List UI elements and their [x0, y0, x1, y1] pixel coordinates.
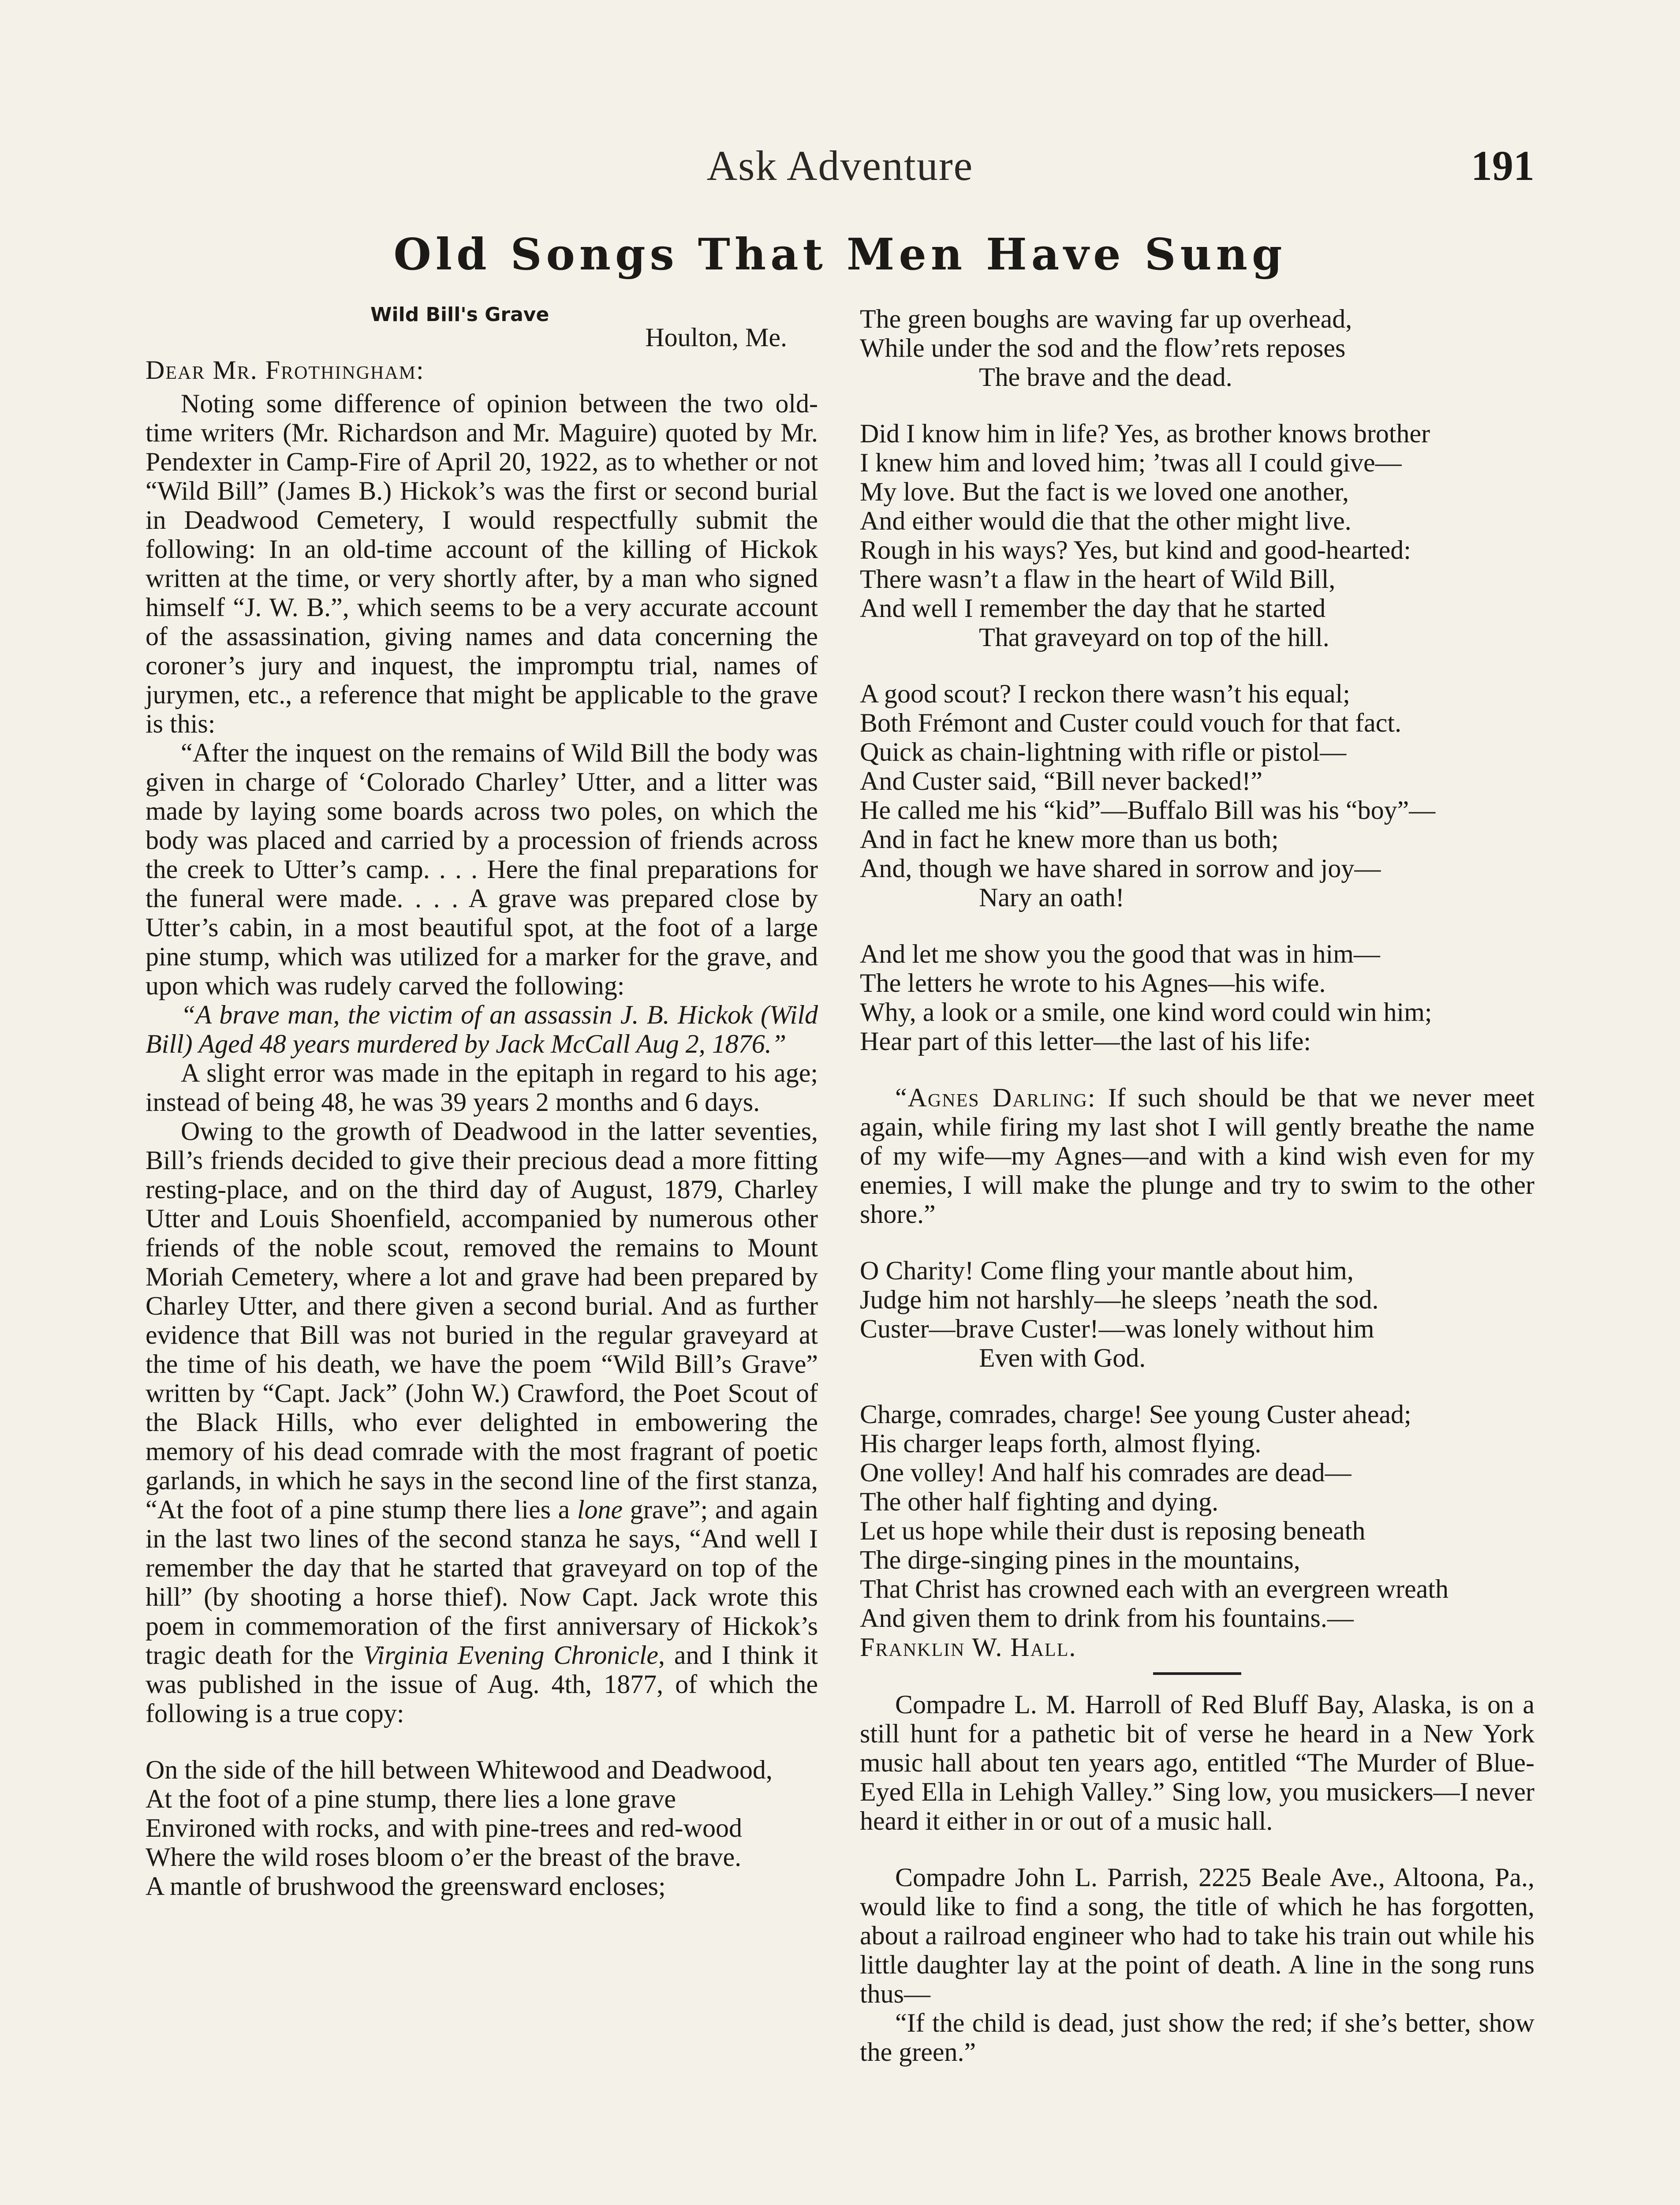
poem-line: O Charity! Come fling your mantle about him, [860, 1256, 1354, 1285]
poem-line: Rough in his ways? Yes, but kind and good-hearted: [860, 535, 1411, 564]
signature: Franklin W. Hall. [860, 1633, 1077, 1662]
poem-line: The other half fighting and dying. [860, 1487, 1219, 1516]
poem-refrain: Nary an oath! [979, 883, 1124, 912]
letter-paragraph-1: Noting some difference of opinion between the two old-time writers (Mr. Richardson and Mr. Maguire) quoted by Mr. Pendexter in Camp-Fire of April 20, 1922, as to whether or not “Wild Bill” (James B.) Hickok’s was the first or second burial in Deadwood Cemetery, I would respectfully submit the following: In an old-time account of the killing of Hickok written at the time, or very shortly after, by a man who signed himself “J. W. B.”, which seems to be a very accurate account of the assassination, giving names and data concerning the coroner’s jury and inquest, the impromptu trial, names of jurymen, etc., a reference that might be applicable to the grave is this: [146, 389, 818, 739]
poem-line: Charge, comrades, charge! See young Custer ahead; [860, 1400, 1411, 1429]
poem-line: And in fact he knew more than us both; [860, 825, 1279, 854]
poem-stanza-3 [860, 679, 1534, 912]
poem-line: He called me his “kid”—Buffalo Bill was his “boy”— [860, 796, 1436, 825]
poem-line: Did I know him in life? Yes, as brother knows brother [860, 419, 1430, 448]
poem-line: Environed with rocks, and with pine-trees and red-wood [146, 1813, 742, 1843]
letter-subhead: Wild Bill's Grave [370, 303, 549, 326]
poem-line: My love. But the fact is we loved one another, [860, 477, 1349, 506]
poem-line: That Christ has crowned each with an evergreen wreath [860, 1574, 1449, 1603]
poem-line: The green boughs are waving far up overhead, [860, 304, 1352, 333]
poem-line: And given them to drink from his fountains.— [860, 1603, 1354, 1633]
poem-line: And, though we have shared in sorrow and joy— [860, 854, 1381, 883]
poem-line: And either would die that the other might live. [860, 506, 1351, 535]
agnes-letter-salutation: “Agnes Darling: [895, 1083, 1096, 1112]
poem-line: There wasn’t a flaw in the heart of Wild Bill, [860, 564, 1336, 594]
poem-line: I knew him and loved him; ’twas all I could give— [860, 448, 1402, 477]
poem-line: Judge him not harshly—he sleeps ’neath the sod. [860, 1285, 1379, 1314]
poem-stanza-2 [860, 419, 1534, 652]
poem-line: And well I remember the day that he started [860, 594, 1326, 623]
poem-line: At the foot of a pine stump, there lies a lone grave [146, 1784, 676, 1814]
poem-line: And let me show you the good that was in him— [860, 939, 1380, 968]
agnes-letter-body: If such should be that we never meet again, while firing my last shot I will gently breathe the name of my wife—my Agnes—and with a kind wish even for my enemies, I will make the plunge and try to swim to the other shore.” [860, 1083, 1534, 1229]
article-title: Old Songs That Men Have Sung [393, 229, 1287, 280]
poem-stanza-4 [860, 939, 1534, 1056]
left-column [146, 304, 818, 1901]
p4-part-c: , and I think it was published in the issue of Aug. 4th, 1877, of which the following is a true copy: [146, 1641, 818, 1728]
poem-line: The dirge-singing pines in the mountains, [860, 1545, 1300, 1574]
poem-line: His charger leaps forth, almost flying. [860, 1429, 1262, 1458]
poem-line: A good scout? I reckon there wasn’t his equal; [860, 679, 1350, 708]
right-column [860, 304, 1534, 2067]
p4-part-a: Owing to the growth of Deadwood in the latter seventies, Bill’s friends decided to give their precious dead a more fitting resting-place, and on the third day of August, 1879, Charley Utter and Louis Shoenfield, accompanied by numerous other friends of the noble scout, removed the remains to Mount Moriah Cemetery, where a lot and grave had been prepared by Charley Utter, and there given a second burial. And as further evidence that Bill was not buried in the regular graveyard at the time of his death, we have the poem “Wild Bill’s Grave” written by “Capt. Jack” (John W.) Crawford, the Poet Scout of the Black Hills, who ever delighted in embowering the memory of his dead comrade with the most fragrant of poetic garlands, in which he says in the second line of the first stanza, “At the foot of a pine stump there lies a [146, 1117, 818, 1525]
poem-refrain: The brave and the dead. [979, 363, 1232, 392]
poem-line: One volley! And half his comrades are dead— [860, 1458, 1351, 1487]
poem-refrain: That graveyard on top of the hill. [979, 623, 1329, 652]
poem-stanza-5 [860, 1256, 1534, 1372]
epitaph [146, 1000, 818, 1058]
section-divider [1153, 1672, 1241, 1675]
poem-stanza-6 [860, 1400, 1534, 1662]
poem-line: Let us hope while their dust is reposing beneath [860, 1516, 1366, 1545]
note-harroll: Compadre L. M. Harroll of Red Bluff Bay, Alaska, is on a still hunt for a pathetic bit of verse he heard in a New York music hall about ten years ago, entitled “The Murder of Blue-Eyed Ella in Lehigh Valley.” Sing low, you musickers—I never heard it either in or out of a music hall. [860, 1690, 1534, 1835]
poem-line: The letters he wrote to his Agnes—his wife. [860, 968, 1326, 998]
poem-line: Why, a look or a smile, one kind word could win him; [860, 998, 1432, 1027]
poem-line: Hear part of this letter—the last of his life: [860, 1027, 1311, 1056]
poem-stanza-1b [860, 304, 1534, 392]
page-number: 191 [1471, 142, 1534, 189]
p4-part-b: grave”; and again in the last two lines of the second stanza he says, “And well I remember the day that he started that graveyard on top of the hill” (by shooting a horse thief). Now Capt. Jack wrote this poem in commemoration of the first anniversary of Hickok’s tragic death for the [146, 1495, 818, 1670]
letter-paragraph-2: “After the inquest on the remains of Wild Bill the body was given in charge of ‘Colorado Charley’ Utter, and a litter was made by laying some boards across two poles, on which the body was placed and carried by a procession of friends across the creek to Utter’s camp. . . . Here the final preparations for the funeral were made. . . . A grave was prepared close by Utter’s cabin, in a most beautiful spot, at the foot of a large pine stump, which was utilized for a marker for the grave, and upon which was rudely carved the following: [146, 738, 818, 1001]
note-parrish-quote: “If the child is dead, just show the red; if she’s better, show the green.” [860, 2008, 1534, 2067]
poem-line: Both Frémont and Custer could vouch for that fact. [860, 708, 1402, 737]
letter-paragraph-4 [146, 1117, 818, 1728]
poem-stanza-1a [146, 1755, 818, 1901]
poem-line: A mantle of brushwood the greensward encloses; [146, 1872, 666, 1901]
poem-line: While under the sod and the flow’rets reposes [860, 333, 1346, 363]
agnes-letter [860, 1083, 1534, 1229]
letter-place: Houlton, Me. [645, 323, 787, 352]
poem-line: Quick as chain-lightning with rifle or pistol— [860, 737, 1347, 766]
poem-line: Where the wild roses bloom o’er the breast of the brave. [146, 1842, 742, 1872]
letter-salutation: Dear Mr. Frothingham: [146, 355, 425, 385]
poem-refrain: Even with God. [979, 1343, 1146, 1372]
poem-line: On the side of the hill between Whitewood and Deadwood, [146, 1755, 773, 1785]
running-head: Ask Adventure [706, 142, 974, 189]
poem-line: Custer—brave Custer!—was lonely without him [860, 1314, 1374, 1343]
p4-lone: lone [577, 1495, 623, 1525]
poem-line: And Custer said, “Bill never backed!” [860, 766, 1263, 796]
epitaph-text: “A brave man, the victim of an assassin J. B. Hickok (Wild Bill) Aged 48 years murdered by Jack McCall Aug 2, 1876.” [146, 1000, 818, 1059]
letter-paragraph-3: A slight error was made in the epitaph in regard to his age; instead of being 48, he was 39 years 2 months and 6 days. [146, 1058, 818, 1117]
p4-paper: Virginia Evening Chronicle [363, 1641, 658, 1670]
note-parrish: Compadre John L. Parrish, 2225 Beale Ave., Altoona, Pa., would like to find a song, the title of which he has forgotten, about a railroad engineer who had to take his train out while his little daughter lay at the point of death. A line in the song runs thus— [860, 1863, 1534, 2008]
